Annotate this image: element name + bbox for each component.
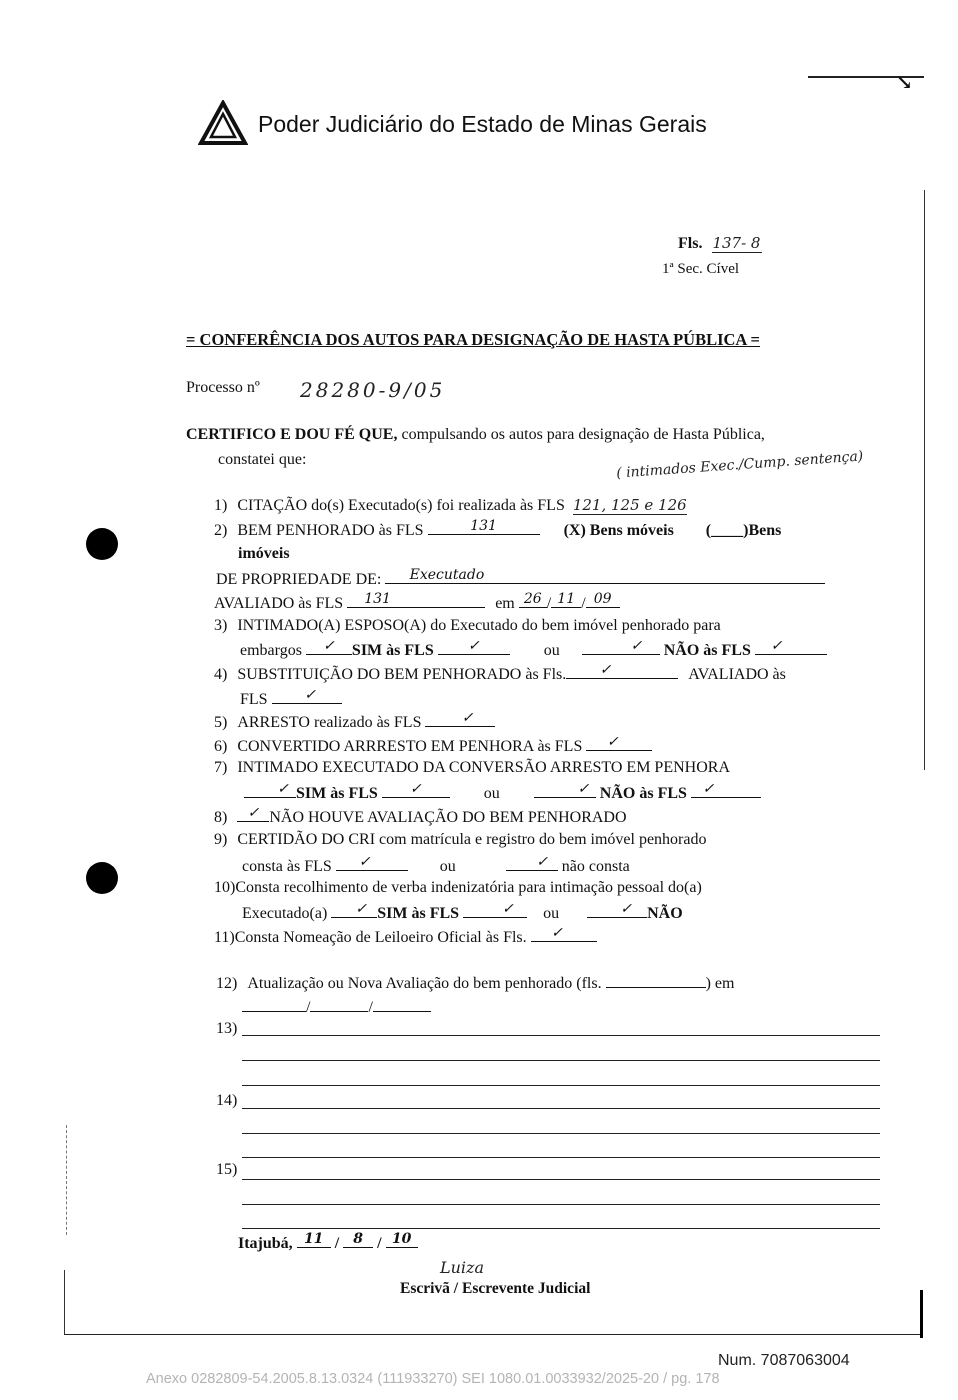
- item-number: 10): [214, 879, 236, 896]
- item-3-nao: NÃO às FLS: [663, 642, 751, 659]
- item-3-nao-field[interactable]: [582, 640, 660, 655]
- item-10-line1: Consta recolhimento de verba indenizatória para intimação pessoal do(a): [235, 879, 702, 896]
- avaliado-year-value: 09: [593, 591, 612, 607]
- item-2: [214, 520, 781, 540]
- item-2-imoveis: imóveis: [238, 545, 290, 562]
- item-1-text: CITAÇÃO do(s) Executado(s) foi realizada às FLS: [237, 497, 565, 514]
- item-6-text: CONVERTIDO ARRRESTO EM PENHORA às FLS: [237, 738, 583, 755]
- item-8-field[interactable]: [237, 807, 269, 822]
- item-9-ou: ou: [439, 858, 456, 875]
- propriedade-field[interactable]: [385, 569, 825, 584]
- item-12-month[interactable]: [310, 997, 368, 1012]
- item-number: 6): [214, 738, 228, 755]
- item-10-exec: Executado(a): [242, 905, 328, 922]
- bens-label: Bens: [748, 522, 782, 539]
- bottom-right-mark: [920, 1290, 923, 1338]
- check-mark-icon: ✓: [461, 710, 474, 726]
- item-4-text: SUBSTITUIÇÃO DO BEM PENHORADO às Fls.: [237, 666, 567, 683]
- item-3-line2: [240, 640, 827, 660]
- item-12-day[interactable]: [242, 997, 306, 1012]
- item-12-year[interactable]: [373, 997, 431, 1012]
- check-mark-icon: ✓: [606, 734, 619, 750]
- item-15-line[interactable]: [242, 1179, 880, 1180]
- item-1: [214, 496, 687, 515]
- date-month-value: 8: [353, 1231, 364, 1247]
- item-12-fls-field[interactable]: [606, 973, 706, 988]
- item-number: 5): [214, 714, 228, 731]
- item-3-nao-fls-field[interactable]: [755, 640, 827, 655]
- item-11-fls-field[interactable]: [531, 927, 597, 942]
- item-number: 11): [214, 929, 235, 946]
- item-2-fls-value: 131: [470, 518, 497, 534]
- item-2-text: BEM PENHORADO às FLS: [237, 522, 424, 539]
- check-mark-icon: ✓: [536, 854, 549, 870]
- item-2-avaliado: AVALIADO às FLS 131 em 26 / 11 / 09: [214, 593, 620, 613]
- avaliado-year[interactable]: [586, 593, 620, 608]
- date-place-label: Itajubá,: [238, 1235, 293, 1252]
- item-10-fls-field[interactable]: [463, 903, 527, 918]
- check-mark-icon: ✓: [702, 781, 715, 797]
- item-4-line2: [240, 689, 342, 709]
- item-3-ou: ou: [543, 642, 560, 659]
- bens-moveis-checkbox[interactable]: (X): [563, 522, 586, 539]
- item-4: [214, 664, 786, 684]
- document-number-stamp: Num. 7087063004: [718, 1352, 850, 1369]
- date-day[interactable]: [297, 1233, 331, 1248]
- item-number: 9): [214, 831, 228, 848]
- item-10-nao: NÃO: [647, 905, 683, 922]
- avaliado-day-value: 26: [523, 591, 542, 607]
- item-9-line1: CERTIDÃO DO CRI com matrícula e registro do bem imóvel penhorado: [237, 831, 707, 848]
- item-15-line[interactable]: [242, 1204, 880, 1205]
- item-7-sim-fls-field[interactable]: [382, 783, 450, 798]
- date-month[interactable]: [343, 1233, 373, 1248]
- item-number: 7): [214, 759, 228, 776]
- item-13-line[interactable]: [242, 1035, 880, 1036]
- item-2-fls-field[interactable]: [428, 520, 540, 535]
- item-4-avaliado: AVALIADO às: [688, 666, 786, 683]
- item-number: 3): [214, 617, 228, 634]
- item-3-sim: SIM às FLS: [351, 642, 434, 659]
- footer-stamp: Anexo 0282809-54.2005.8.13.0324 (111933270) SEI 1080.01.0033932/2025-20 / pg. 178: [146, 1371, 720, 1387]
- check-mark-icon: ✓: [409, 781, 422, 797]
- institution-name: Poder Judiciário do Estado de Minas Gerais: [258, 111, 707, 137]
- document-title: = CONFERÊNCIA DOS AUTOS PARA DESIGNAÇÃO DE HASTA PÚBLICA =: [186, 330, 760, 349]
- item-10-nao-field[interactable]: [587, 903, 647, 918]
- item-7-nao-fls-field[interactable]: [691, 783, 761, 798]
- item-9-nao: não consta: [561, 858, 630, 875]
- check-mark-icon: ✓: [502, 901, 514, 917]
- bottom-border-line: [64, 1334, 920, 1335]
- embargos-label: embargos: [240, 642, 302, 659]
- item-7-sim: SIM às FLS: [296, 785, 378, 802]
- item-number: 2): [214, 522, 228, 539]
- item-7-nao-field[interactable]: [534, 783, 596, 798]
- bens-moveis-label: Bens móveis: [589, 522, 674, 539]
- avaliado-month[interactable]: [551, 593, 581, 608]
- item-5-text: ARRESTO realizado às FLS: [237, 714, 422, 731]
- check-mark-icon: ✓: [304, 687, 316, 703]
- avaliado-fls-value: 131: [364, 591, 391, 607]
- item-11: [214, 927, 597, 947]
- propriedade-label: DE PROPRIEDADE DE:: [216, 571, 382, 588]
- item-12-text: Atualização ou Nova Avaliação do bem penhorado (fls.: [247, 975, 602, 992]
- item-10-line2: [242, 903, 683, 923]
- item-3: [214, 617, 721, 635]
- item-number: 8): [214, 809, 228, 826]
- item-14-line[interactable]: [242, 1133, 880, 1134]
- check-mark-icon: ✓: [277, 781, 289, 797]
- certifico-bold: CERTIFICO E DOU FÉ QUE,: [186, 426, 398, 443]
- item-number: 12): [216, 975, 238, 992]
- certifico-line2: constatei que:: [218, 451, 307, 468]
- propriedade-value: Executado: [409, 567, 485, 583]
- signature-mark: Luiza: [440, 1258, 485, 1277]
- avaliado-label: AVALIADO às FLS: [214, 595, 344, 612]
- item-4-fls-field[interactable]: [566, 664, 678, 679]
- item-14-line[interactable]: [242, 1108, 880, 1109]
- certifico-text: compulsando os autos para designação de Hasta Pública,: [397, 426, 765, 443]
- date-day-value: 11: [303, 1231, 324, 1247]
- bens-imoveis-checkbox[interactable]: (____): [705, 522, 749, 539]
- item-8: [214, 807, 627, 827]
- corner-mark: ↘: [896, 72, 913, 94]
- signature-role: Escrivã / Escrevente Judicial: [400, 1280, 591, 1297]
- item-10-ou: ou: [543, 905, 560, 922]
- item-9-line2: [242, 856, 630, 876]
- item-8-text: NÃO HOUVE AVALIAÇÃO DO BEM PENHORADO: [269, 809, 627, 826]
- item-7-sim-field[interactable]: [244, 783, 296, 798]
- check-mark-icon: ✓: [551, 925, 563, 941]
- date-year-value: 10: [391, 1231, 412, 1247]
- item-10-sim: SIM às FLS: [377, 905, 460, 922]
- check-mark-icon: ✓: [770, 638, 783, 654]
- item-5-fls-field[interactable]: [425, 712, 495, 727]
- item-12-close: ) em: [705, 975, 735, 992]
- item-6: [214, 736, 652, 756]
- item-13-number: 13): [216, 1020, 238, 1037]
- item-6-fls-field[interactable]: [586, 736, 652, 751]
- folio-section: 1ª Sec. Cível: [662, 261, 740, 277]
- court-triangle-icon: [198, 100, 248, 146]
- item-15-number: 15): [216, 1161, 238, 1178]
- left-bottom-mark: [64, 1270, 65, 1334]
- check-mark-icon: ✓: [323, 638, 335, 654]
- certifico-note: ( intimados Exec./Cump. sentença): [615, 448, 864, 482]
- item-9: [214, 831, 706, 849]
- item-7-text: INTIMADO EXECUTADO DA CONVERSÃO ARRESTO EM PENHORA: [237, 759, 730, 776]
- item-12: [216, 973, 734, 993]
- item-5: [214, 712, 495, 732]
- item-1-value: 121, 125 e 126: [572, 496, 687, 514]
- item-4-avaliado-fls-field[interactable]: [272, 689, 342, 704]
- item-10-sim-field[interactable]: [331, 903, 377, 918]
- item-number: 4): [214, 666, 228, 683]
- item-7-ou: ou: [483, 785, 500, 802]
- check-mark-icon: ✓: [467, 638, 480, 654]
- punch-hole-bottom: [86, 862, 118, 894]
- item-15-line[interactable]: [242, 1228, 880, 1229]
- item-14-number: 14): [216, 1092, 238, 1109]
- check-mark-icon: ✓: [577, 781, 590, 797]
- item-3-line1: INTIMADO(A) ESPOSO(A) do Executado do bem imóvel penhorado para: [237, 617, 721, 634]
- item-9-nao-field[interactable]: [506, 856, 558, 871]
- item-11-text: Consta Nomeação de Leiloeiro Oficial às Fls.: [234, 929, 527, 946]
- item-3-sim-field[interactable]: [306, 640, 352, 655]
- check-mark-icon: ✓: [355, 901, 368, 917]
- item-13-line[interactable]: [242, 1060, 880, 1061]
- item-9-consta: consta às FLS: [242, 858, 332, 875]
- punch-hole-top: [86, 528, 118, 560]
- item-2-propriedade: [216, 569, 825, 589]
- avaliado-day[interactable]: [519, 593, 547, 608]
- check-mark-icon: ✓: [358, 854, 371, 870]
- avaliado-fls-field[interactable]: [347, 593, 485, 608]
- left-dotted-mark: [66, 1125, 67, 1235]
- em-label: em: [495, 595, 515, 612]
- check-mark-icon: ✓: [620, 901, 632, 917]
- item-3-sim-fls-field[interactable]: [438, 640, 510, 655]
- folio: [678, 234, 762, 253]
- folio-value: 137- 8: [712, 234, 761, 252]
- item-7-line2: [244, 783, 761, 803]
- processo-label: Processo nº: [186, 379, 260, 396]
- item-10: [214, 879, 702, 897]
- check-mark-icon: ✓: [599, 662, 612, 678]
- date-year[interactable]: [386, 1233, 418, 1248]
- folio-label: Fls.: [678, 235, 703, 252]
- item-12-date: / /: [242, 997, 431, 1017]
- certifico-line: [186, 426, 765, 444]
- processo-value: 28280-9/05: [300, 378, 446, 402]
- item-13-line[interactable]: [242, 1085, 880, 1086]
- date-place: Itajubá, 11 / 8 / 10: [238, 1233, 418, 1253]
- avaliado-month-value: 11: [557, 591, 576, 607]
- item-14-line[interactable]: [242, 1157, 880, 1158]
- item-9-fls-field[interactable]: [336, 856, 408, 871]
- item-7: [214, 759, 730, 777]
- check-mark-icon: ✓: [630, 638, 643, 654]
- item-number: 1): [214, 497, 228, 514]
- item-4-fls: FLS: [240, 691, 268, 708]
- check-mark-icon: ✓: [247, 805, 260, 821]
- right-border-line: [924, 190, 925, 770]
- item-7-nao: NÃO às FLS: [599, 785, 687, 802]
